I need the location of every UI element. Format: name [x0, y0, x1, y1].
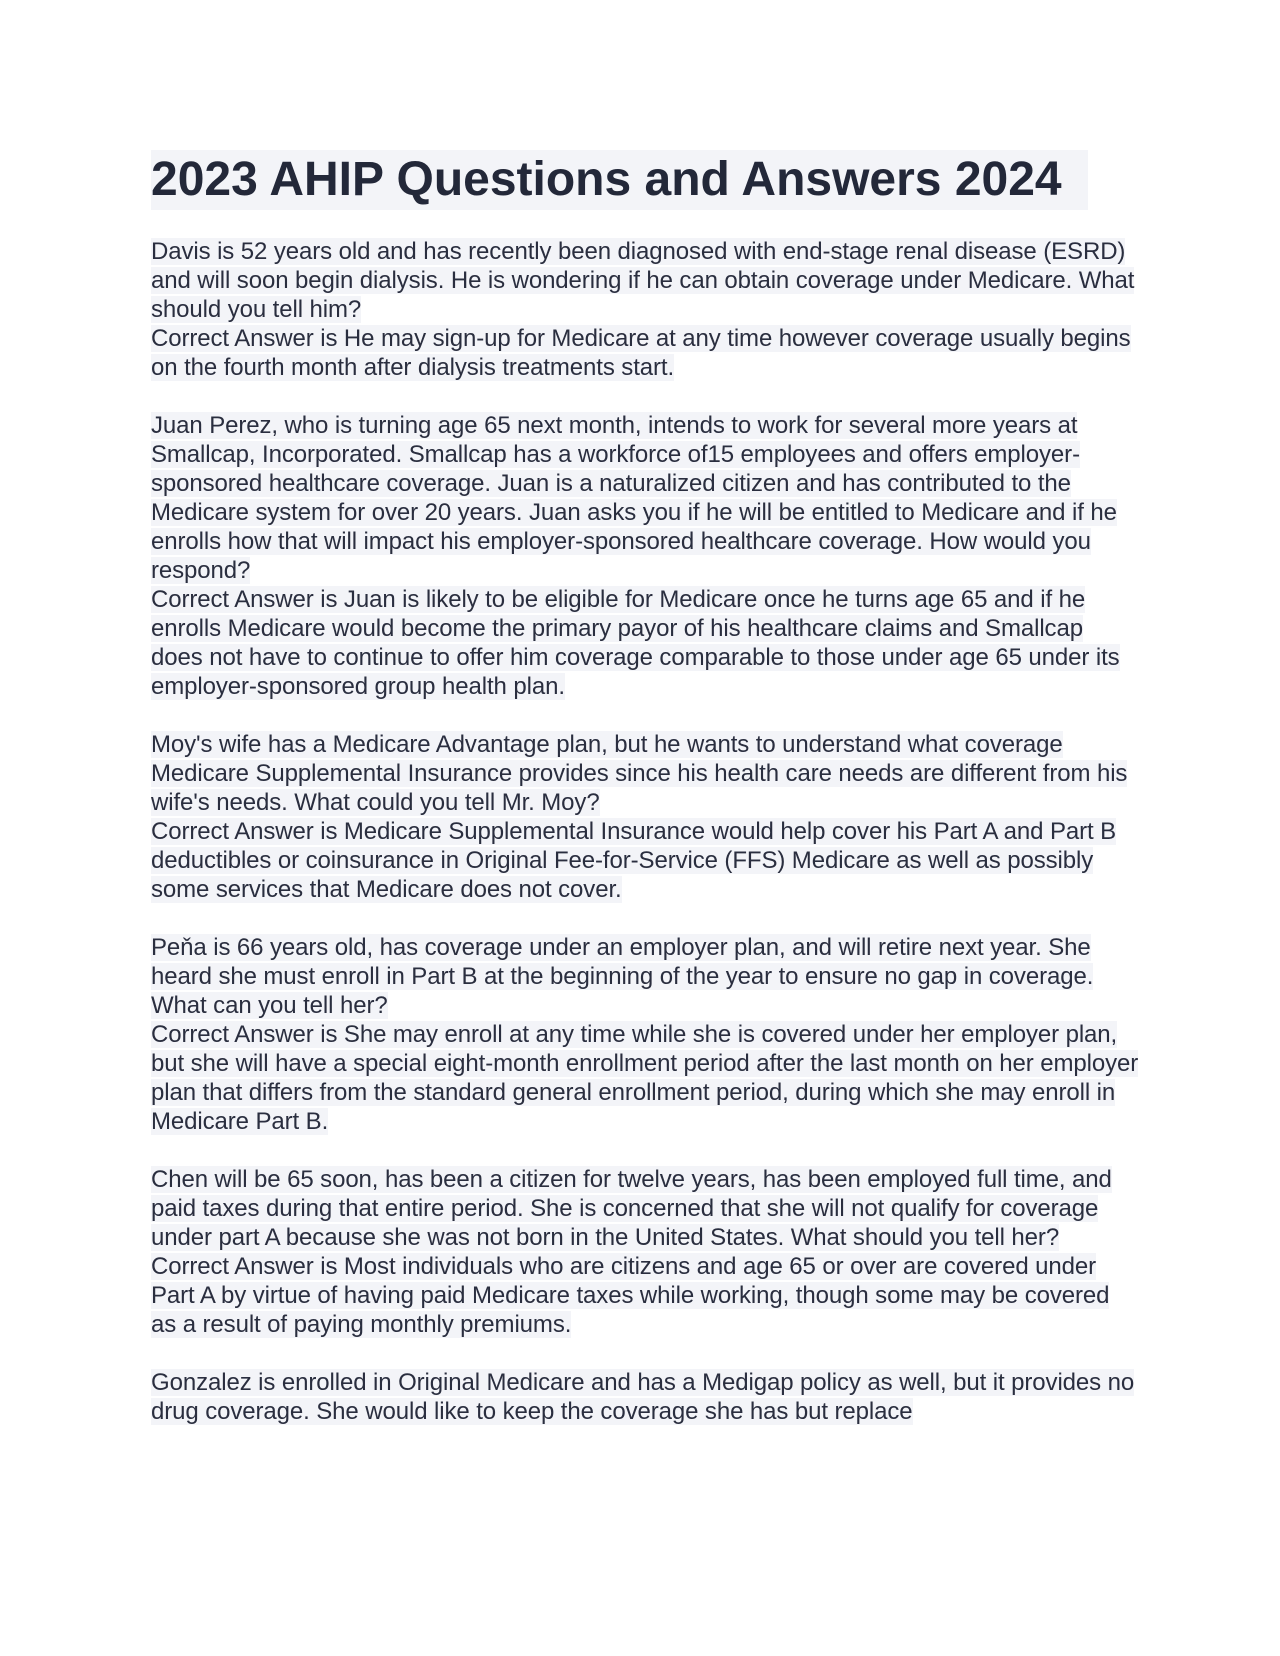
question-text: Peňa is 66 years old, has coverage under an employer plan, and will retire next year. She heard she must enroll in Part B at the beginning of the year to ensure no gap in coverage. What can you tell her?: [151, 934, 1094, 1019]
qa-item: [151, 411, 1141, 701]
answer-text: Correct Answer is Most individuals who are citizens and age 65 or over are covered under Part A by virtue of having paid Medicare taxes while working, though some may be covered as a result of paying monthly premiums.: [151, 1253, 1110, 1338]
question-text: Juan Perez, who is turning age 65 next month, intends to work for several more years at Smallcap, Incorporated. Smallcap has a workforce of15 employees and offers employer-sponsored healthcare coverage. Juan is a naturalized citizen and has contributed to the Medicare system for over 20 years. Juan asks you if he will be entitled to Medicare and if he enrolls how that will impact his employer-sponsored healthcare coverage. How would you respond?: [151, 412, 1117, 584]
question-text: Gonzalez is enrolled in Original Medicare and has a Medigap policy as well, but it provides no drug coverage. She would like to keep the coverage she has but replace: [151, 1369, 1135, 1425]
qa-item: [151, 730, 1141, 904]
question-text: Davis is 52 years old and has recently been diagnosed with end-stage renal disease (ESRD) and will soon begin dialysis. He is wondering if he can obtain coverage under Medicare. What should you tell him?: [151, 238, 1135, 323]
qa-item: [151, 1165, 1141, 1339]
document-page: [151, 150, 1141, 1426]
answer-text: Correct Answer is Medicare Supplemental Insurance would help cover his Part A and Part B deductibles or coinsurance in Original Fee-for-Service (FFS) Medicare as well as possibly some services that Medicare does not cover.: [151, 818, 1117, 903]
answer-text: Correct Answer is She may enroll at any time while she is covered under her employer plan, but she will have a special eight-month enrollment period after the last month on her employer plan that differs from the standard general enrollment period, during which she may enroll in Medicare Part B.: [151, 1021, 1139, 1135]
document-title: 2023 AHIP Questions and Answers 2024: [151, 150, 1088, 210]
question-text: Chen will be 65 soon, has been a citizen for twelve years, has been employed full time, and paid taxes during that entire period. She is concerned that she will not qualify for coverage under part A because she was not born in the United States. What should you tell her?: [151, 1166, 1112, 1251]
qa-item: [151, 237, 1141, 382]
answer-text: Correct Answer is Juan is likely to be eligible for Medicare once he turns age 65 and if he enrolls Medicare would become the primary payor of his healthcare claims and Smallcap does not have to continue to offer him coverage comparable to those under age 65 under its employer-sponsored group health plan.: [151, 586, 1120, 700]
answer-text: Correct Answer is He may sign-up for Medicare at any time however coverage usually begins on the fourth month after dialysis treatments start.: [151, 325, 1131, 381]
qa-list: [151, 237, 1141, 1426]
question-text: Moy's wife has a Medicare Advantage plan, but he wants to understand what coverage Medicare Supplemental Insurance provides since his health care needs are different from his wife's needs. What could you tell Mr. Moy?: [151, 731, 1128, 816]
qa-item: [151, 933, 1141, 1136]
qa-item: [151, 1368, 1141, 1426]
